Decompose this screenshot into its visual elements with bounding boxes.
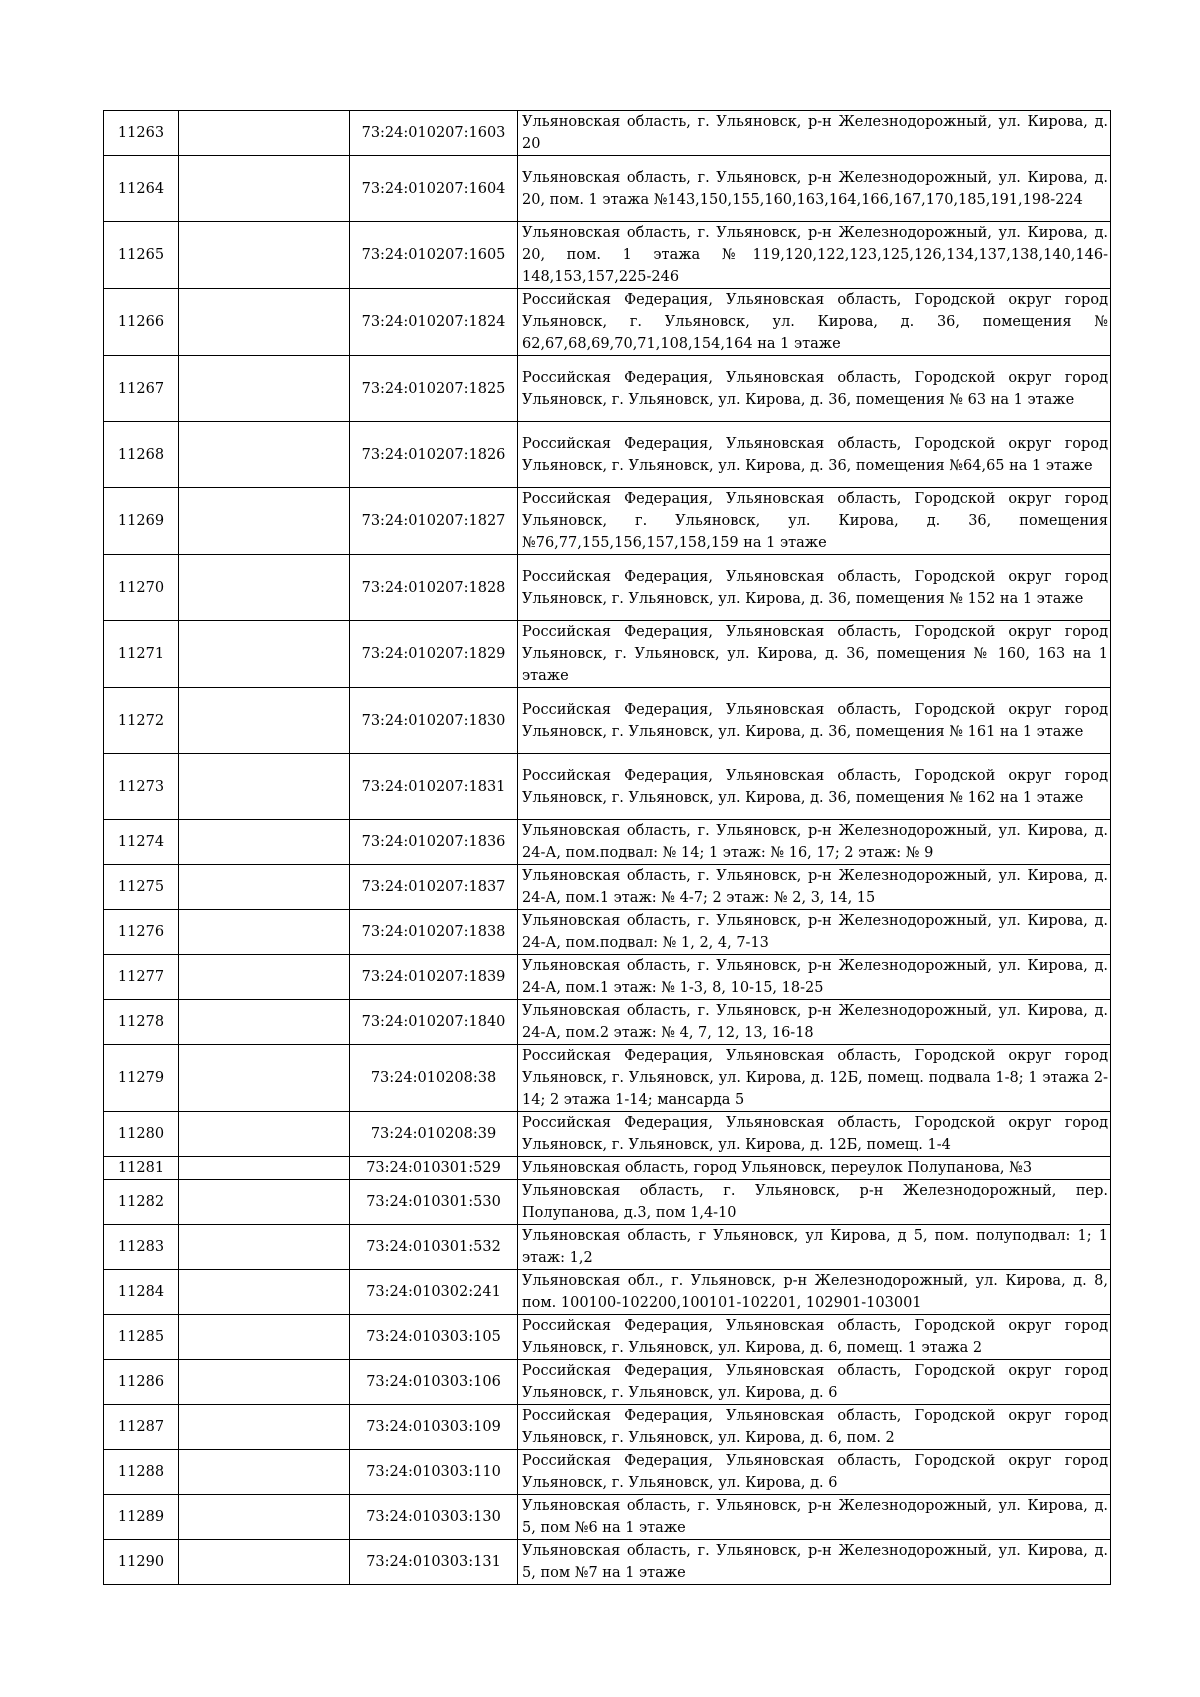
address: Российская Федерация, Ульяновская область, Городской округ город Ульяновск, г. Ульяновск, ул. Кирова, д. 36, помещения № 63 на 1 этаже xyxy=(518,356,1111,422)
cadastral-number: 73:24:010207:1840 xyxy=(350,1000,518,1045)
address: Российская Федерация, Ульяновская область, Городской округ город Ульяновск, г. Ульяновск, ул. Кирова, д. 6, пом. 2 xyxy=(518,1405,1111,1450)
cadastral-number: 73:24:010207:1828 xyxy=(350,555,518,621)
address: Ульяновская область, г. Ульяновск, р-н Железнодорожный, ул. Кирова, д. 24-А, пом.подвал: № 14; 1 этаж: № 16, 17; 2 этаж: № 9 xyxy=(518,820,1111,865)
empty-cell xyxy=(179,488,350,555)
row-number: 11287 xyxy=(104,1405,179,1450)
empty-cell xyxy=(179,820,350,865)
table-row xyxy=(104,1157,1111,1180)
cadastral-number: 73:24:010301:529 xyxy=(350,1157,518,1180)
cadastral-number: 73:24:010207:1824 xyxy=(350,289,518,356)
cadastral-number: 73:24:010301:532 xyxy=(350,1225,518,1270)
cadastral-number: 73:24:010207:1605 xyxy=(350,222,518,289)
registry-body xyxy=(104,111,1111,1585)
row-number: 11276 xyxy=(104,910,179,955)
row-number: 11284 xyxy=(104,1270,179,1315)
cadastral-number: 73:24:010303:109 xyxy=(350,1405,518,1450)
address: Российская Федерация, Ульяновская область, Городской округ город Ульяновск, г. Ульяновск, ул. Кирова, д. 36, помещения № 162 на 1 этаже xyxy=(518,754,1111,820)
cadastral-number: 73:24:010303:130 xyxy=(350,1495,518,1540)
property-registry-table xyxy=(103,110,1111,1585)
table-row xyxy=(104,754,1111,820)
table-row xyxy=(104,1360,1111,1405)
address: Российская Федерация, Ульяновская область, Городской округ город Ульяновск, г. Ульяновск, ул. Кирова, д. 36, помещения № 152 на 1 этаже xyxy=(518,555,1111,621)
empty-cell xyxy=(179,1450,350,1495)
empty-cell xyxy=(179,555,350,621)
table-row xyxy=(104,488,1111,555)
row-number: 11271 xyxy=(104,621,179,688)
table-row xyxy=(104,555,1111,621)
cadastral-number: 73:24:010207:1838 xyxy=(350,910,518,955)
cadastral-number: 73:24:010208:39 xyxy=(350,1112,518,1157)
table-row xyxy=(104,1270,1111,1315)
empty-cell xyxy=(179,1045,350,1112)
address: Ульяновская область, г. Ульяновск, р-н Железнодорожный, ул. Кирова, д. 5, пом №6 на 1 этаже xyxy=(518,1495,1111,1540)
cadastral-number: 73:24:010303:110 xyxy=(350,1450,518,1495)
address: Российская Федерация, Ульяновская область, Городской округ город Ульяновск, г. Ульяновск, ул. Кирова, д. 36, помещения № 62,67,68,69,70,71,108,154,164 на 1 этаже xyxy=(518,289,1111,356)
empty-cell xyxy=(179,1315,350,1360)
row-number: 11277 xyxy=(104,955,179,1000)
table-row xyxy=(104,1112,1111,1157)
empty-cell xyxy=(179,111,350,156)
row-number: 11266 xyxy=(104,289,179,356)
cadastral-number: 73:24:010207:1604 xyxy=(350,156,518,222)
table-row xyxy=(104,222,1111,289)
empty-cell xyxy=(179,865,350,910)
address: Российская Федерация, Ульяновская область, Городской округ город Ульяновск, г. Ульяновск, ул. Кирова, д. 36, помещения № 160, 163 на 1 этаже xyxy=(518,621,1111,688)
row-number: 11283 xyxy=(104,1225,179,1270)
table-row xyxy=(104,688,1111,754)
empty-cell xyxy=(179,1112,350,1157)
empty-cell xyxy=(179,1157,350,1180)
table-row xyxy=(104,422,1111,488)
empty-cell xyxy=(179,621,350,688)
cadastral-number: 73:24:010303:106 xyxy=(350,1360,518,1405)
table-row xyxy=(104,820,1111,865)
empty-cell xyxy=(179,1180,350,1225)
cadastral-number: 73:24:010207:1825 xyxy=(350,356,518,422)
empty-cell xyxy=(179,1495,350,1540)
row-number: 11267 xyxy=(104,356,179,422)
empty-cell xyxy=(179,1225,350,1270)
table-row xyxy=(104,955,1111,1000)
address: Российская Федерация, Ульяновская область, Городской округ город Ульяновск, г. Ульяновск, ул. Кирова, д. 6 xyxy=(518,1360,1111,1405)
empty-cell xyxy=(179,688,350,754)
cadastral-number: 73:24:010207:1831 xyxy=(350,754,518,820)
row-number: 11282 xyxy=(104,1180,179,1225)
table-row xyxy=(104,1495,1111,1540)
empty-cell xyxy=(179,1540,350,1585)
cadastral-number: 73:24:010207:1826 xyxy=(350,422,518,488)
table-row xyxy=(104,865,1111,910)
row-number: 11285 xyxy=(104,1315,179,1360)
cadastral-number: 73:24:010207:1830 xyxy=(350,688,518,754)
cadastral-number: 73:24:010303:105 xyxy=(350,1315,518,1360)
row-number: 11275 xyxy=(104,865,179,910)
empty-cell xyxy=(179,356,350,422)
row-number: 11269 xyxy=(104,488,179,555)
empty-cell xyxy=(179,754,350,820)
address: Российская Федерация, Ульяновская область, Городской округ город Ульяновск, г. Ульяновск, ул. Кирова, д. 36, помещения №64,65 на 1 этаже xyxy=(518,422,1111,488)
row-number: 11272 xyxy=(104,688,179,754)
empty-cell xyxy=(179,289,350,356)
row-number: 11286 xyxy=(104,1360,179,1405)
row-number: 11290 xyxy=(104,1540,179,1585)
empty-cell xyxy=(179,156,350,222)
table-row xyxy=(104,1450,1111,1495)
empty-cell xyxy=(179,1360,350,1405)
empty-cell xyxy=(179,910,350,955)
empty-cell xyxy=(179,1270,350,1315)
cadastral-number: 73:24:010208:38 xyxy=(350,1045,518,1112)
cadastral-number: 73:24:010207:1839 xyxy=(350,955,518,1000)
table-row xyxy=(104,1000,1111,1045)
cadastral-number: 73:24:010207:1836 xyxy=(350,820,518,865)
row-number: 11278 xyxy=(104,1000,179,1045)
table-row xyxy=(104,1180,1111,1225)
table-row xyxy=(104,156,1111,222)
cadastral-number: 73:24:010207:1829 xyxy=(350,621,518,688)
row-number: 11273 xyxy=(104,754,179,820)
address: Российская Федерация, Ульяновская область, Городской округ город Ульяновск, г. Ульяновск, ул. Кирова, д. 36, помещения № 161 на 1 этаже xyxy=(518,688,1111,754)
address: Российская Федерация, Ульяновская область, Городской округ город Ульяновск, г. Ульяновск, ул. Кирова, д. 6 xyxy=(518,1450,1111,1495)
address: Ульяновская область, г. Ульяновск, р-н Железнодорожный, ул. Кирова, д. 24-А, пом.1 этаж: № 1-3, 8, 10-15, 18-25 xyxy=(518,955,1111,1000)
row-number: 11281 xyxy=(104,1157,179,1180)
cadastral-number: 73:24:010207:1837 xyxy=(350,865,518,910)
address: Ульяновская область, г. Ульяновск, р-н Железнодорожный, ул. Кирова, д. 5, пом №7 на 1 этаже xyxy=(518,1540,1111,1585)
address: Ульяновская область, г. Ульяновск, р-н Железнодорожный, ул. Кирова, д. 24-А, пом.подвал: № 1, 2, 4, 7-13 xyxy=(518,910,1111,955)
address: Российская Федерация, Ульяновская область, Городской округ город Ульяновск, г. Ульяновск, ул. Кирова, д. 6, помещ. 1 этажа 2 xyxy=(518,1315,1111,1360)
address: Ульяновская область, г. Ульяновск, р-н Железнодорожный, ул. Кирова, д. 24-А, пом.1 этаж: № 4-7; 2 этаж: № 2, 3, 14, 15 xyxy=(518,865,1111,910)
row-number: 11264 xyxy=(104,156,179,222)
cadastral-number: 73:24:010301:530 xyxy=(350,1180,518,1225)
table-row xyxy=(104,1045,1111,1112)
address: Ульяновская область, г. Ульяновск, р-н Железнодорожный, ул. Кирова, д. 20, пом. 1 этажа №119,120,122,123,125,126,134,137,138,140,146-148,153,157,225-246 xyxy=(518,222,1111,289)
address: Ульяновская обл., г. Ульяновск, р-н Железнодорожный, ул. Кирова, д. 8, пом. 100100-102200,100101-102201, 102901-103001 xyxy=(518,1270,1111,1315)
row-number: 11270 xyxy=(104,555,179,621)
table-row xyxy=(104,1540,1111,1585)
empty-cell xyxy=(179,1000,350,1045)
cadastral-number: 73:24:010207:1827 xyxy=(350,488,518,555)
cadastral-number: 73:24:010207:1603 xyxy=(350,111,518,156)
address: Ульяновская область, г. Ульяновск, р-н Железнодорожный, ул. Кирова, д. 20 xyxy=(518,111,1111,156)
table-row xyxy=(104,621,1111,688)
table-row xyxy=(104,289,1111,356)
address: Российская Федерация, Ульяновская область, Городской округ город Ульяновск, г. Ульяновск, ул. Кирова, д. 12Б, помещ. подвала 1-8; 1 этажа 2-14; 2 этажа 1-14; мансарда 5 xyxy=(518,1045,1111,1112)
address: Ульяновская область, город Ульяновск, переулок Полупанова, №3 xyxy=(518,1157,1111,1180)
table-row xyxy=(104,1315,1111,1360)
table-row xyxy=(104,1225,1111,1270)
row-number: 11279 xyxy=(104,1045,179,1112)
row-number: 11289 xyxy=(104,1495,179,1540)
address: Ульяновская область, г Ульяновск, ул Кирова, д 5, пом. полуподвал: 1; 1 этаж: 1,2 xyxy=(518,1225,1111,1270)
empty-cell xyxy=(179,422,350,488)
row-number: 11265 xyxy=(104,222,179,289)
table-row xyxy=(104,356,1111,422)
empty-cell xyxy=(179,955,350,1000)
cadastral-number: 73:24:010302:241 xyxy=(350,1270,518,1315)
address: Российская Федерация, Ульяновская область, Городской округ город Ульяновск, г. Ульяновск, ул. Кирова, д. 12Б, помещ. 1-4 xyxy=(518,1112,1111,1157)
address: Ульяновская область, г. Ульяновск, р-н Железнодорожный, ул. Кирова, д. 24-А, пом.2 этаж: № 4, 7, 12, 13, 16-18 xyxy=(518,1000,1111,1045)
empty-cell xyxy=(179,222,350,289)
row-number: 11280 xyxy=(104,1112,179,1157)
table-row xyxy=(104,1405,1111,1450)
cadastral-number: 73:24:010303:131 xyxy=(350,1540,518,1585)
table-row xyxy=(104,910,1111,955)
address: Российская Федерация, Ульяновская область, Городской округ город Ульяновск, г. Ульяновск, ул. Кирова, д. 36, помещения №76,77,155,156,157,158,159 на 1 этаже xyxy=(518,488,1111,555)
address: Ульяновская область, г. Ульяновск, р-н Железнодорожный, ул. Кирова, д. 20, пом. 1 этажа №143,150,155,160,163,164,166,167,170,185,191,198-224 xyxy=(518,156,1111,222)
empty-cell xyxy=(179,1405,350,1450)
row-number: 11274 xyxy=(104,820,179,865)
table-row xyxy=(104,111,1111,156)
row-number: 11268 xyxy=(104,422,179,488)
address: Ульяновская область, г. Ульяновск, р-н Железнодорожный, пер. Полупанова, д.3, пом 1,4-10 xyxy=(518,1180,1111,1225)
row-number: 11288 xyxy=(104,1450,179,1495)
row-number: 11263 xyxy=(104,111,179,156)
